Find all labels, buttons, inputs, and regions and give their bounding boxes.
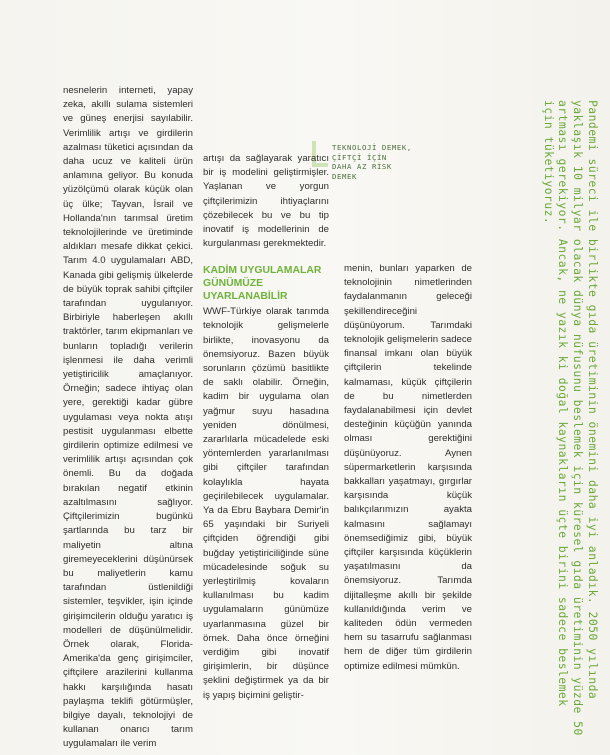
column-2-intro: artışı da sağlayarak yaratıcı bir iş modelini geliştirmişler. Yaşlanan ve yorgun çiftçilerimizin ihtiyaçlarını çözebilecek bu ve bu tip inovatif iş modellerinin de kurgulanması gerekmektedir. [203,153,329,250]
pull-quote [320,143,430,181]
section-heading: KADİM UYGULAMALAR GÜNÜMÜZE UYARLANABİLİR [203,265,322,302]
article-column-2 [203,152,329,703]
column-3-text: menin, bunları yaparken de teknolojinin nimetlerinden faydalanmanın geleceği şekillendireceğini düşünüyorum. Tarımdaki teknolojik gelişmelerin sadece finansal imkanı olan büyük çiftçilerin tekelinde kalmaması, küçük çiftçilerin de bu nimetlerden faydalanabilmesi için devlet desteğinin küçüğün yanında olması gerektiğini düşünüyoruz. Aynen süpermarketlerin karşısında bakkalları yaşatmayı, gırgırlar karşısında küçük balıkçılarımızın ayakta kalmasını sağlamayı önemsediğimiz gibi, büyük çiftçiler karşısında küçüklerin yaşatılmasını da önemsiyoruz. Tarımda dijitalleşme akıllı bir şekilde kullanıldığında verim ve kaliteden ödün vermeden hem su tasarrufu sağlanması hem de diğer tüm girdilerin optimize edilmesi mümkün. [344,263,472,672]
sidebar-quote-box [540,100,600,740]
pull-quote-line: TEKNOLOJİ DEMEK, [332,143,412,152]
pull-quote-line: DAHA AZ RİSK [332,162,392,172]
pull-quote-line: ÇİFTÇİ İÇİN [332,152,387,162]
column-1-text: nesnelerin interneti, yapay zeka, akıllı sulama sistemleri ve güneş enerjisi sayılabilir. Verimlilik artışı ve girdilerin azalması tüketici açısından da daha ucuz ve kaliteli ürün anlamına geliyor. Bu konuda yüzölçümü olarak küçük olan üç ülke; Tayvan, İsrail ve Hollanda'nın tarımsal üretim teknolojilerinde ve üretiminde aldıkları mesafe dikkat çekici. Tarım 4.0 uygulamaları ABD, Kanada gibi gelişmiş ülkelerde de büyük toprak sahibi çiftçiler tarafından uygulanıyor. Birbiriyle haberleşen akıllı traktörler, tarım ekipmanları ve bunların topladığı verilerin işlenmesi ile daha verimli yetiştiricilik amaçlanıyor. Örneğin; sadece ihtiyaç olan yere, gerektiği kadar gübre uygulaması veya nokta atışı pestisit uygulanması elbette girdilerin optimize edilmesi ve verimlilik artışı açısından çok önemli. Bu da doğada bırakılan negatif etkinin azaltılmasını sağlıyor. Çiftçilerimizin bugünkü şartlarında bu tarz bir maliyetin altına giremeyeceklerini düşünürsek bu maliyetlerin kamu tarafından üstlenildiği sistemler, teşvikler, işin içinde girişimcilerin olduğu yaratıcı iş modelleri de düşünülmelidir. Örnek olarak, Florida-Amerika'da genç girişimciler, çiftçilere arazilerini kullanma hakkı karşılığında hasatı paylaşma teklifi götürmüşler, bilgiye dayalı, teknolojiyi de kullanan onarıcı tarım uygulamaları ile verim [63,85,193,750]
article-column-3 [344,262,472,674]
pull-quote-line: DEMEK [332,171,357,181]
sidebar-quote: Pandemi süreci ile birlikte gıda üretiminin önemini daha iyi anladık. 2050 yılında yaklaşık 10 milyar olacak dünya nüfusunu beslemek için küresel gıda üretiminin yüzde 50 artması gerekiyor. Ancak, ne yazık ki doğal kaynakların üçte birini sadece beslemek için tüketiyoruz. [541,100,600,736]
article-column-1 [63,84,193,752]
column-2-body: WWF-Türkiye olarak tarımda teknolojik gelişmelerle birlikte, inovasyonu da önemsiyoruz. Bazen büyük sorunların çözümü basitlikte de saklı olabilir. Örneğin, kadim bir uygulama olan yağmur suyu hasadına yeniden dönülmesi, zararlılarla mücadelede eski yöntemlerden yararlanılması gibi çiftçiler tarafından kolaylıkla hayata geçirilebilecek uygulamalar. Ya da Ebru Baybara Demir'in 65 yaşındaki bir Suriyeli çiftçiden öğrendiği gibi buğday yetiştiriciliğinde süne mücadelesinde soğuk su yerleştirilmiş kovaların kullanılması bu kadim uygulamaların günümüze uyarlanmasına güzel bir örnek. Daha önce örneğini verdiğim gibi inovatif girişimlerin, bir düşünce şeklini değiştirmek ya da bir iş yapış biçimini geliştir- [203,306,329,701]
